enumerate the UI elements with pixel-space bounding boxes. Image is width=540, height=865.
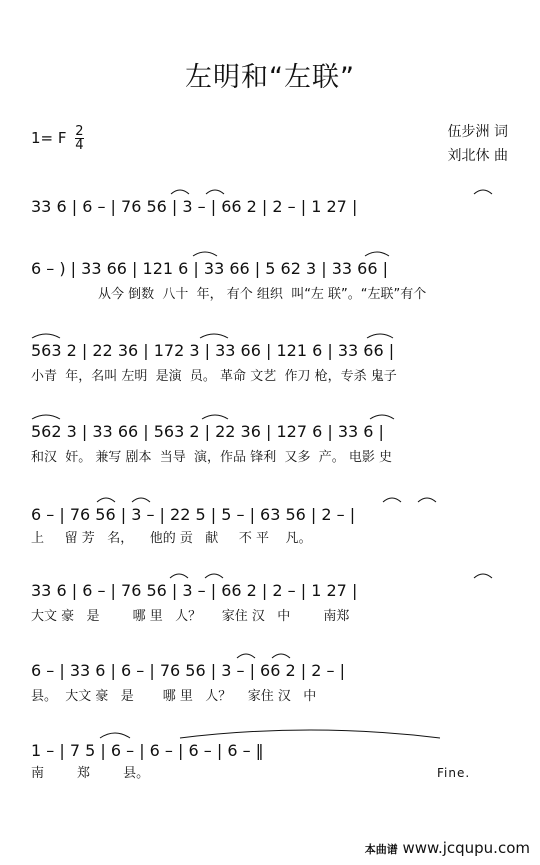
time-numerator: 2 (75, 124, 84, 139)
notation-row: 6 – ) | 33 66 | 121 6 | 33 66 | 5 62 3 | 33 66 | (31, 259, 388, 278)
slur-arc (171, 190, 189, 194)
slur-arc (202, 415, 228, 419)
slur-arc (367, 334, 393, 338)
key-label: 1= F (31, 129, 67, 147)
slur-arc (370, 415, 394, 419)
slur-arc (418, 498, 436, 502)
time-signature (75, 125, 83, 152)
notation-row: 562 3 | 33 66 | 563 2 | 22 36 | 127 6 | 33 6 | (31, 422, 384, 441)
watermark-prefix: 本曲谱 (364, 843, 398, 856)
slur-arc (383, 498, 401, 502)
slur-arc (180, 730, 440, 738)
watermark-site: www.jcqupu.com (402, 839, 530, 857)
slur-arc (205, 574, 223, 578)
slur-arc (237, 654, 255, 658)
watermark (365, 839, 530, 857)
slur-arc (365, 252, 389, 256)
slur-arc (32, 334, 60, 338)
slur-arc (474, 574, 492, 578)
notation-row: 6 – | 76 56 | 3 – | 22 5 | 5 – | 63 56 | 2 – | (31, 505, 356, 524)
lyrics-row: 县。 大文 豪 是 哪 里 人？ 家住 汉 中 (31, 689, 317, 704)
notation-row: 563 2 | 22 36 | 172 3 | 33 66 | 121 6 | 33 66 | (31, 341, 395, 360)
slur-arc (32, 415, 60, 419)
lyrics-row: 从今 倒数 八十 年， 有个 组织 叫“左 联”。“左联”有个 (98, 287, 427, 302)
slur-arc (132, 498, 150, 502)
slur-arc (100, 733, 130, 738)
time-denominator: 4 (75, 138, 84, 153)
slur-arc (206, 190, 224, 194)
song-title: 左明和“左联” (185, 62, 355, 93)
slur-arc (272, 654, 290, 658)
fine-marker: Fine. (437, 766, 471, 780)
notation-row: 33 6 | 6 – | 76 56 | 3 – | 66 2 | 2 – | 1 27 | (31, 197, 358, 216)
lyricist-credit: 伍步洲 词 (447, 124, 508, 140)
slur-arc (474, 190, 492, 194)
lyrics-row: 小青 年，名叫 左明 是演 员。 革命 文艺 作刀 枪，专杀 鬼子 (31, 369, 397, 384)
lyrics-row: 上 留 芳 名， 他的 贡 献 不 平 凡。 (31, 531, 312, 546)
lyrics-row: 和汉 奸。 兼写 剧本 当导 演，作品 锋利 又多 产。 电影 史 (31, 450, 392, 465)
key-signature (31, 125, 84, 152)
lyrics-row: 南 郑 县。 (31, 766, 150, 781)
notation-row: 33 6 | 6 – | 76 56 | 3 – | 66 2 | 2 – | 1 27 | (31, 581, 358, 600)
lyrics-row: 大文 豪 是 哪 里 人？ 家住 汉 中 南郑 (31, 609, 350, 624)
slur-arc (170, 574, 188, 578)
composer-credit: 刘北休 曲 (447, 148, 508, 164)
slur-arc (193, 252, 217, 256)
slur-arc (97, 498, 115, 502)
notation-row: 6 – | 33 6 | 6 – | 76 56 | 3 – | 66 2 | 2 – | (31, 661, 345, 680)
slur-arc (200, 334, 228, 338)
notation-row: 1 – | 7 5 | 6 – | 6 – | 6 – | 6 – ‖ (31, 741, 264, 760)
